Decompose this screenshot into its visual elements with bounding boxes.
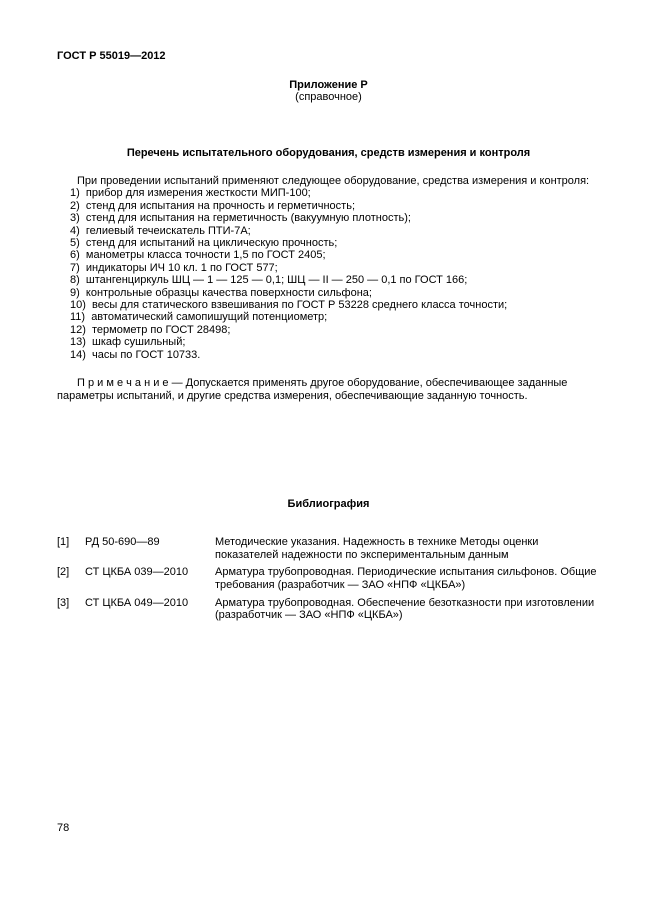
list-item: 3) стенд для испытания на герметичность (вакуумную плотность); bbox=[70, 212, 411, 225]
appendix-title: Приложение Р bbox=[289, 79, 368, 91]
bib-text: Методические указания. Надежность в технике Методы оценки показателей надежности по экспериментальным данным bbox=[215, 536, 539, 561]
list-item: 12) термометр по ГОСТ 28498; bbox=[70, 323, 231, 336]
section-heading: Перечень испытательного оборудования, средств измерения и контроля bbox=[126, 147, 531, 159]
bib-code: СТ ЦКБА 039—2010 bbox=[85, 566, 189, 579]
bib-text: Арматура трубопроводная. Обеспечение безотказности при изготовлении (разработчик — ЗАО «НПФ «ЦКБА») bbox=[215, 596, 595, 622]
bib-text: Арматура трубопроводная. Периодические испытания сильфонов. Общие требования (разработчик — ЗАО «НПФ «ЦКБА») bbox=[215, 566, 597, 592]
bibliography bbox=[57, 536, 600, 622]
bibliography-entry bbox=[57, 536, 600, 561]
bib-ref: [2] bbox=[57, 566, 70, 579]
note-paragraph: П р и м е ч а н и е — Допускается применять другое оборудование, обеспечивающее заданные параметры испытаний, и другие средства измерения, обеспечивающие заданную точность. bbox=[57, 377, 568, 402]
list-item: 11) автоматический самопишущий потенциометр; bbox=[70, 311, 328, 324]
list-item: 8) штангенциркуль ШЦ — 1 — 125 — 0,1; ШЦ — II — 250 — 0,1 по ГОСТ 166; bbox=[70, 274, 468, 287]
intro-paragraph: При проведении испытаний применяют следующее оборудование, средства измерения и контроля: bbox=[77, 175, 590, 187]
list-item: 1) прибор для измерения жесткости МИП-100; bbox=[70, 187, 311, 200]
bib-code: СТ ЦКБА 049—2010 bbox=[85, 596, 189, 609]
bib-ref: [3] bbox=[57, 596, 70, 609]
document-header: ГОСТ Р 55019—2012 bbox=[57, 50, 166, 62]
appendix-subtitle: (справочное) bbox=[295, 91, 362, 103]
bibliography-heading: Библиография bbox=[287, 498, 370, 511]
bib-code: РД 50-690—89 bbox=[85, 536, 160, 549]
page-content bbox=[57, 50, 600, 622]
list-item: 13) шкаф сушильный; bbox=[70, 336, 186, 349]
list-item: 2) стенд для испытания на прочность и герметичность; bbox=[70, 199, 355, 212]
list-item: 5) стенд для испытаний на циклическую прочность; bbox=[70, 237, 338, 250]
bibliography-entry bbox=[57, 597, 600, 622]
list-item: 9) контрольные образцы качества поверхности сильфона; bbox=[70, 286, 372, 299]
list-item: 14) часы по ГОСТ 10733. bbox=[70, 348, 201, 361]
list-item: 7) индикаторы ИЧ 10 кл. 1 по ГОСТ 577; bbox=[70, 261, 278, 274]
list-item: 10) весы для статического взвешивания по ГОСТ Р 53228 среднего класса точности; bbox=[70, 299, 508, 312]
page-number: 78 bbox=[57, 822, 70, 834]
list-item: 6) манометры класса точности 1,5 по ГОСТ 2405; bbox=[70, 249, 326, 262]
list-item: 4) гелиевый течеискатель ПТИ-7А; bbox=[70, 224, 251, 237]
bibliography-entry bbox=[57, 566, 600, 591]
bib-ref: [1] bbox=[57, 536, 70, 549]
equipment-list bbox=[57, 187, 600, 361]
